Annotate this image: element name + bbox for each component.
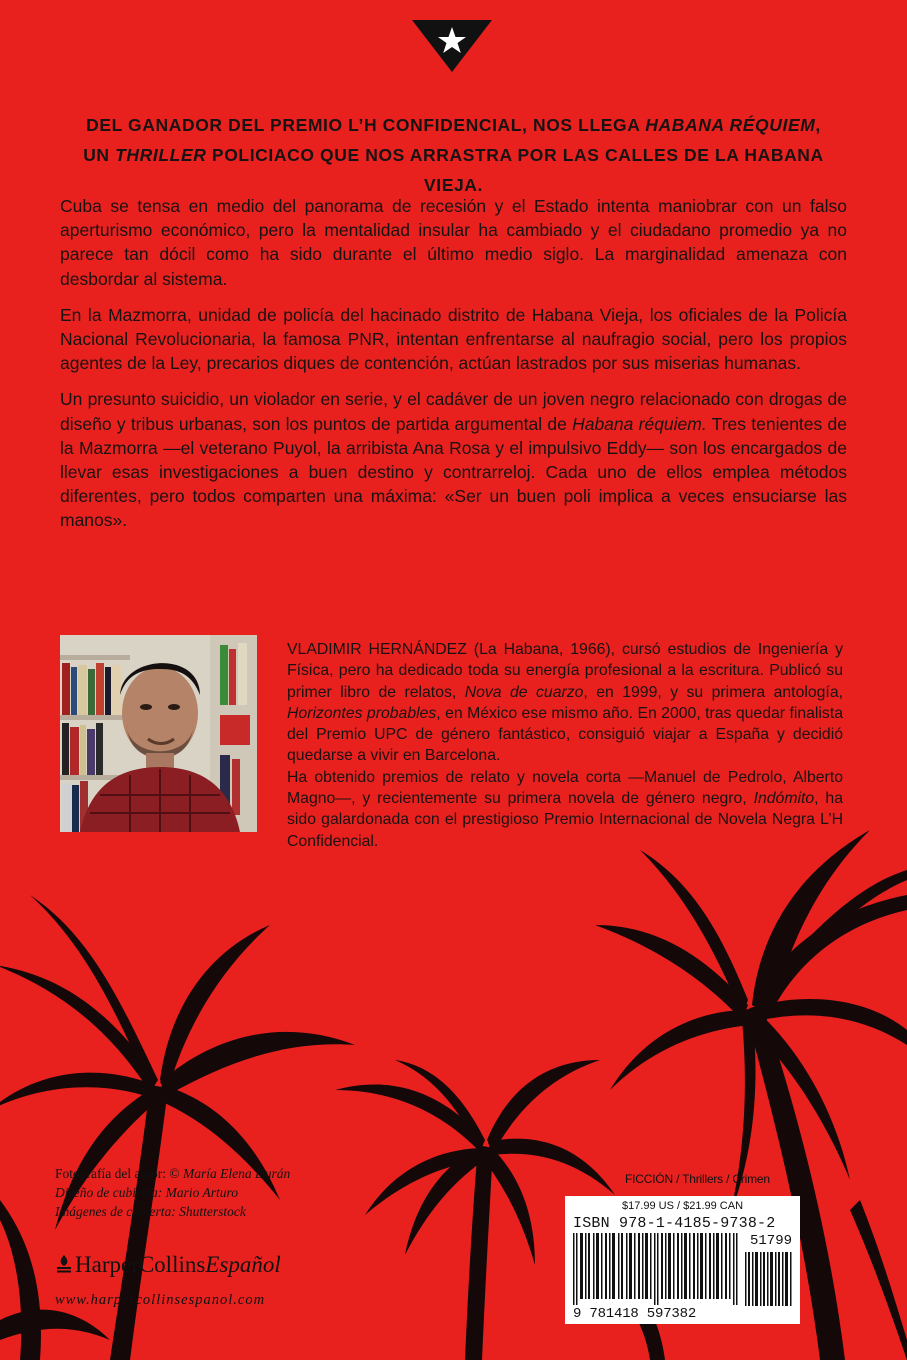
ean-number: 9 781418 597382 [573,1306,697,1322]
author-bio [287,639,843,852]
publisher-website[interactable]: www.harpercollinsespanol.com [55,1292,266,1308]
isbn-label: ISBN 978-1-4185-9738-2 [573,1215,776,1232]
price-addon-code: 51799 [749,1233,792,1249]
publisher-logo: HarperCollinsEspañol [55,1252,281,1278]
tagline-line-2: UN THRILLER POLICIACO QUE NOS ARRASTRA POR LAS CALLES DE LA HABANA VIEJA. [83,145,824,195]
genre-label: FICCIÓN / Thrillers / Crimen [625,1172,770,1186]
photo-credit: Fotografía del autor: © María Elena Durán [55,1166,291,1181]
price-label: $17.99 US / $21.99 CAN [621,1200,744,1212]
images-credit: Imágenes de cubierta: Shutterstock [55,1204,246,1219]
synopsis [60,194,847,545]
author-bio-paragraph-2: Ha obtenido premios de relato y novela corta —Manuel de Pedrolo, Alberto Magno—, y recientemente su primera novela de género negro, Indómito, ha sido galardonada con el prestigioso Premio Internacional de Novela Negra L’H Confidencial. [287,768,843,850]
author-bio-paragraph-1: VLADIMIR HERNÁNDEZ (La Habana, 1966), cursó estudios de Ingeniería y Física, pero ha dedicado toda su energía profesional a la escritura. Publicó su primer libro de relatos, Nova de cuarzo, en 1999, y su primera antología, Horizontes probables, en México ese mismo año. En 2000, tras quedar finalista del Premio UPC de género fantástico, consiguió viajar a España y decidió quedarse a vivir en Barcelona. [287,641,843,765]
author-name: VLADIMIR HERNÁNDEZ [287,641,467,658]
synopsis-paragraph-1: Cuba se tensa en medio del panorama de recesión y el Estado intenta maniobrar con un falso aperturismo económico, pero la mentalidad insular ha cambiado y el ciudadano promedio ya no parece tan dócil como ha sido durante el último medio siglo. La marginalidad amenaza con desbordar al sistema. [60,196,847,289]
tagline-line-1: DEL GANADOR DEL PREMIO L’H CONFIDENCIAL, NOS LLEGA HABANA RÉQUIEM, [86,115,821,135]
addon-barcode [745,1252,793,1306]
design-credit: Diseño de cubierta: Mario Arturo [55,1185,238,1200]
synopsis-paragraph-2: En la Mazmorra, unidad de policía del hacinado distrito de Habana Vieja, los oficiales de la Policía Nacional Revolucionaria, la famosa PNR, intentan enfrentarse al naufragio social, pero los propios agentes de la Ley, precarios diques de contención, actúan lastrados por sus miserias humanas. [60,304,847,374]
ean-barcode [573,1233,741,1305]
fire-and-water-icon [55,1254,73,1274]
tagline [60,110,847,200]
author-photo [60,635,257,832]
barcode-box [565,1196,800,1324]
synopsis-paragraph-3: Un presunto suicidio, un violador en serie, y el cadáver de un joven negro relacionado con drogas de diseño y tribus urbanas, son los puntos de partida argumental de Habana réquiem. Tres tenientes de la Mazmorra —el veterano Puyol, la arribista Ana Rosa y el impulsivo Eddy— son los encargados de llevar esas investigaciones a buen destino y contrarreloj. Cada uno de ellos emplea métodos diferentes, pero todos comparten una máxima: «Ser un buen poli implica a veces ensuciarse las manos». [60,389,847,531]
cover-credits [55,1164,290,1221]
cuban-star-triangle-emblem [412,0,492,90]
